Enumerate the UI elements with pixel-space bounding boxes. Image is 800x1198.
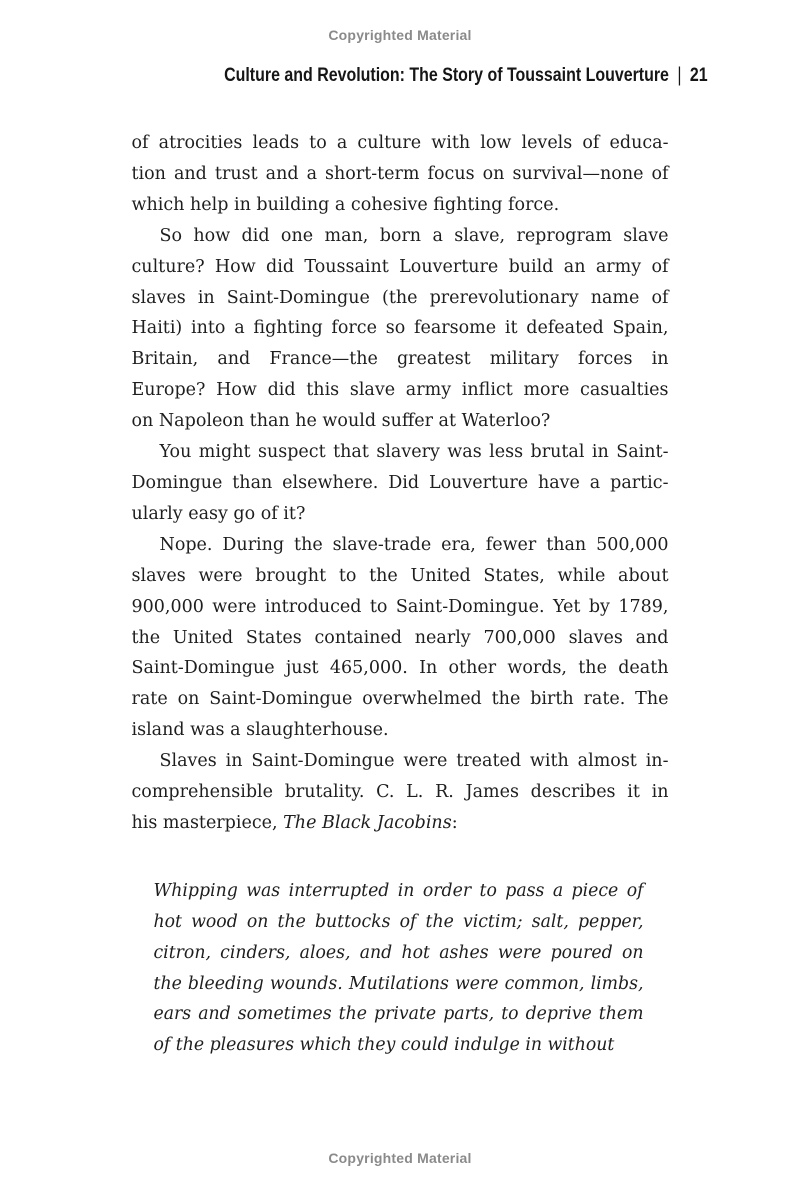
chapter-title: Culture and Revolution: The Story of Toussaint Louverture: [223, 65, 669, 86]
text-line: of atrocities leads to a culture with low levels of educa-: [131, 133, 669, 153]
copyright-notice-bottom: Copyrighted Material: [328, 1150, 472, 1167]
header-separator: |: [676, 64, 681, 87]
text-line: tion and trust and a short-term focus on survival—none of: [131, 163, 669, 184]
text-line: Saint-Domingue just 465,000. In other words, the death: [131, 658, 669, 679]
text-line: Britain, and France—the greatest military forces in: [131, 349, 669, 370]
text-line: Europe? How did this slave army inflict more casualties: [131, 380, 669, 401]
text-line: You might suspect that slavery was less brutal in Saint-: [159, 442, 669, 463]
paragraph: [132, 437, 669, 530]
text-segment: :: [451, 812, 458, 833]
text-line: island was a slaughterhouse.: [131, 720, 389, 741]
text-line: slaves were brought to the United States, while about: [131, 565, 669, 586]
copyright-notice-top: Copyrighted Material: [328, 27, 472, 43]
paragraph: [132, 128, 669, 221]
text-line: Haiti) into a fighting force so fearsome it defeated Spain,: [131, 318, 669, 339]
paragraph: [132, 530, 669, 746]
text-line: Domingue than elsewhere. Did Louverture have a partic-: [131, 472, 669, 493]
text-line: which help in building a cohesive fighting force.: [131, 194, 560, 215]
block-quote: [132, 876, 669, 1061]
text-line: 900,000 were introduced to Saint-Domingue. Yet by 1789,: [131, 596, 669, 617]
quote-line: Whipping was interrupted in order to pass a piece of: [153, 880, 644, 901]
text-line: Slaves in Saint-Domingue were treated with almost in-: [159, 751, 669, 772]
text-line: on Napoleon than he would suffer at Waterloo?: [131, 411, 551, 432]
quote-line: hot wood on the buttocks of the victim; salt, pepper,: [153, 911, 644, 932]
text-line: Nope. During the slave-trade era, fewer than 500,000: [159, 534, 669, 555]
quote-line: the bleeding wounds. Mutilations were common, limbs,: [153, 973, 644, 994]
text-line: rate on Saint-Domingue overwhelmed the birth rate. The: [131, 689, 669, 710]
text-line: [132, 808, 669, 839]
running-header: [132, 64, 708, 87]
text-line: slaves in Saint-Domingue (the prerevolutionary name of: [131, 287, 669, 308]
text-line: the United States contained nearly 700,000 slaves and: [131, 627, 669, 648]
text-segment: his masterpiece,: [131, 812, 284, 833]
body-text: [132, 128, 669, 1061]
quote-line: of the pleasures which they could indulge in without: [153, 1035, 615, 1056]
text-line: comprehensible brutality. C. L. R. James describes it in: [131, 782, 669, 803]
paragraph: [132, 746, 669, 839]
book-title-italic: The Black Jacobins: [283, 812, 452, 833]
text-line: So how did one man, born a slave, reprogram slave: [159, 225, 669, 246]
paragraph: [132, 221, 669, 437]
page-number: 21: [689, 65, 708, 86]
text-line: ularly easy go of it?: [131, 503, 306, 524]
text-line: culture? How did Toussaint Louverture build an army of: [131, 256, 669, 277]
quote-line: ears and sometimes the private parts, to deprive them: [153, 1004, 644, 1025]
quote-line: citron, cinders, aloes, and hot ashes were poured on: [153, 942, 644, 963]
